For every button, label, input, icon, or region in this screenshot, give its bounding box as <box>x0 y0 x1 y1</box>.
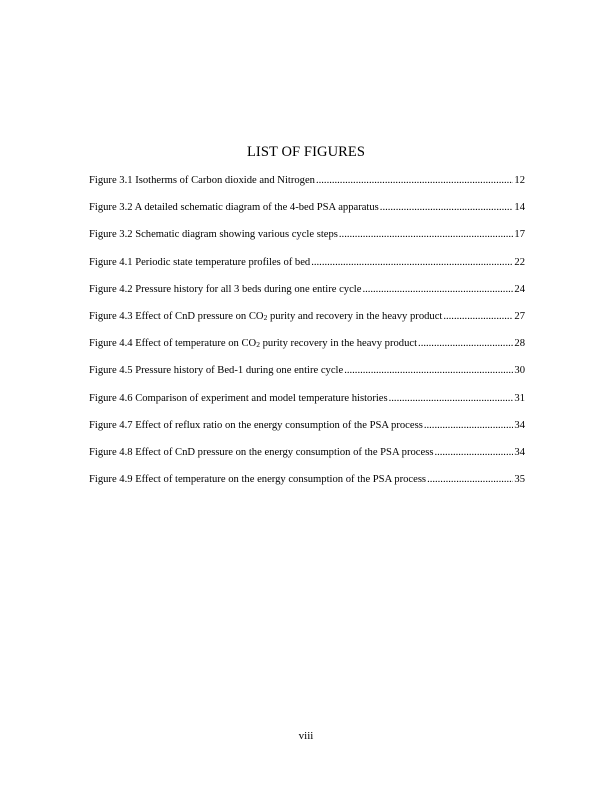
figure-caption <box>89 256 310 269</box>
figure-page-number: 30 <box>514 365 525 377</box>
figure-caption <box>89 446 433 459</box>
figure-caption <box>89 283 361 296</box>
caption-text: Figure 3.1 Isotherms of Carbon dioxide and Nitrogen <box>89 175 315 186</box>
caption-text: Figure 4.8 Effect of CnD pressure on the energy consumption of the PSA process <box>89 446 434 458</box>
figure-page-number: 34 <box>514 446 525 458</box>
caption-text: Figure 3.2 A detailed schematic diagram of the 4-bed PSA apparatus <box>89 202 379 214</box>
figure-page-number: 14 <box>514 202 525 214</box>
figure-page-number: 12 <box>514 175 525 186</box>
list-of-figures <box>89 174 525 500</box>
dot-leader <box>344 364 513 377</box>
dot-leader <box>389 392 514 405</box>
figure-page-number: 34 <box>514 419 525 431</box>
figure-caption <box>89 337 417 350</box>
figure-page-number: 27 <box>514 310 525 322</box>
caption-text: Figure 4.5 Pressure history of Bed-1 during one entire cycle <box>89 365 344 377</box>
caption-text-cont: purity and recovery in the heavy product <box>267 310 443 322</box>
figure-entry[interactable] <box>89 310 525 337</box>
dot-leader <box>427 473 513 486</box>
dot-leader <box>311 256 513 269</box>
figure-page-number: 31 <box>514 392 525 404</box>
dot-leader <box>418 337 513 350</box>
figure-entry[interactable] <box>89 392 525 419</box>
caption-text-cont: purity recovery in the heavy product <box>259 338 418 350</box>
figure-page-number: 22 <box>514 256 525 268</box>
caption-text: Figure 4.4 Effect of temperature on CO <box>89 338 257 350</box>
figure-caption <box>89 310 442 323</box>
caption-text: Figure 4.9 Effect of temperature on the energy consumption of the PSA process <box>89 474 427 486</box>
figure-page-number: 24 <box>514 283 525 295</box>
figure-entry[interactable] <box>89 201 525 228</box>
figure-entry[interactable] <box>89 446 525 473</box>
figure-caption <box>89 419 423 432</box>
figure-entry[interactable] <box>89 364 525 391</box>
figure-entry[interactable] <box>89 174 525 201</box>
caption-text: Figure 4.6 Comparison of experiment and model temperature histories <box>89 392 388 404</box>
caption-subscript: 2 <box>256 340 260 350</box>
caption-text: Figure 4.2 Pressure history for all 3 beds during one entire cycle <box>89 283 362 295</box>
figure-caption <box>89 174 315 187</box>
figure-caption <box>89 228 338 241</box>
caption-text: Figure 3.2 Schematic diagram showing various cycle steps <box>89 229 338 241</box>
dot-leader <box>316 174 513 187</box>
figure-entry[interactable] <box>89 337 525 364</box>
dot-leader <box>362 283 513 296</box>
figure-caption <box>89 364 343 377</box>
dot-leader <box>380 201 514 214</box>
dot-leader <box>424 419 514 432</box>
figure-entry[interactable] <box>89 473 525 500</box>
figure-page-number: 35 <box>514 474 525 486</box>
caption-subscript: 2 <box>263 312 268 322</box>
figure-entry[interactable] <box>89 228 525 255</box>
figure-entry[interactable] <box>89 256 525 283</box>
caption-text: Figure 4.1 Periodic state temperature profiles of bed <box>89 256 311 268</box>
page-title: LIST OF FIGURES <box>246 144 366 160</box>
caption-text: Figure 4.7 Effect of reflux ratio on the energy consumption of the PSA process <box>89 419 423 431</box>
figure-entry[interactable] <box>89 419 525 446</box>
figure-caption <box>89 473 426 486</box>
figure-page-number: 28 <box>514 338 525 350</box>
figure-caption <box>89 392 388 405</box>
dot-leader <box>434 446 513 459</box>
figure-caption <box>89 201 379 214</box>
page-number: viii <box>298 730 314 742</box>
dot-leader <box>443 310 513 323</box>
dot-leader <box>339 228 514 241</box>
figure-page-number: 17 <box>514 229 525 241</box>
figure-entry[interactable] <box>89 283 525 310</box>
caption-text: Figure 4.3 Effect of CnD pressure on CO <box>89 310 264 322</box>
